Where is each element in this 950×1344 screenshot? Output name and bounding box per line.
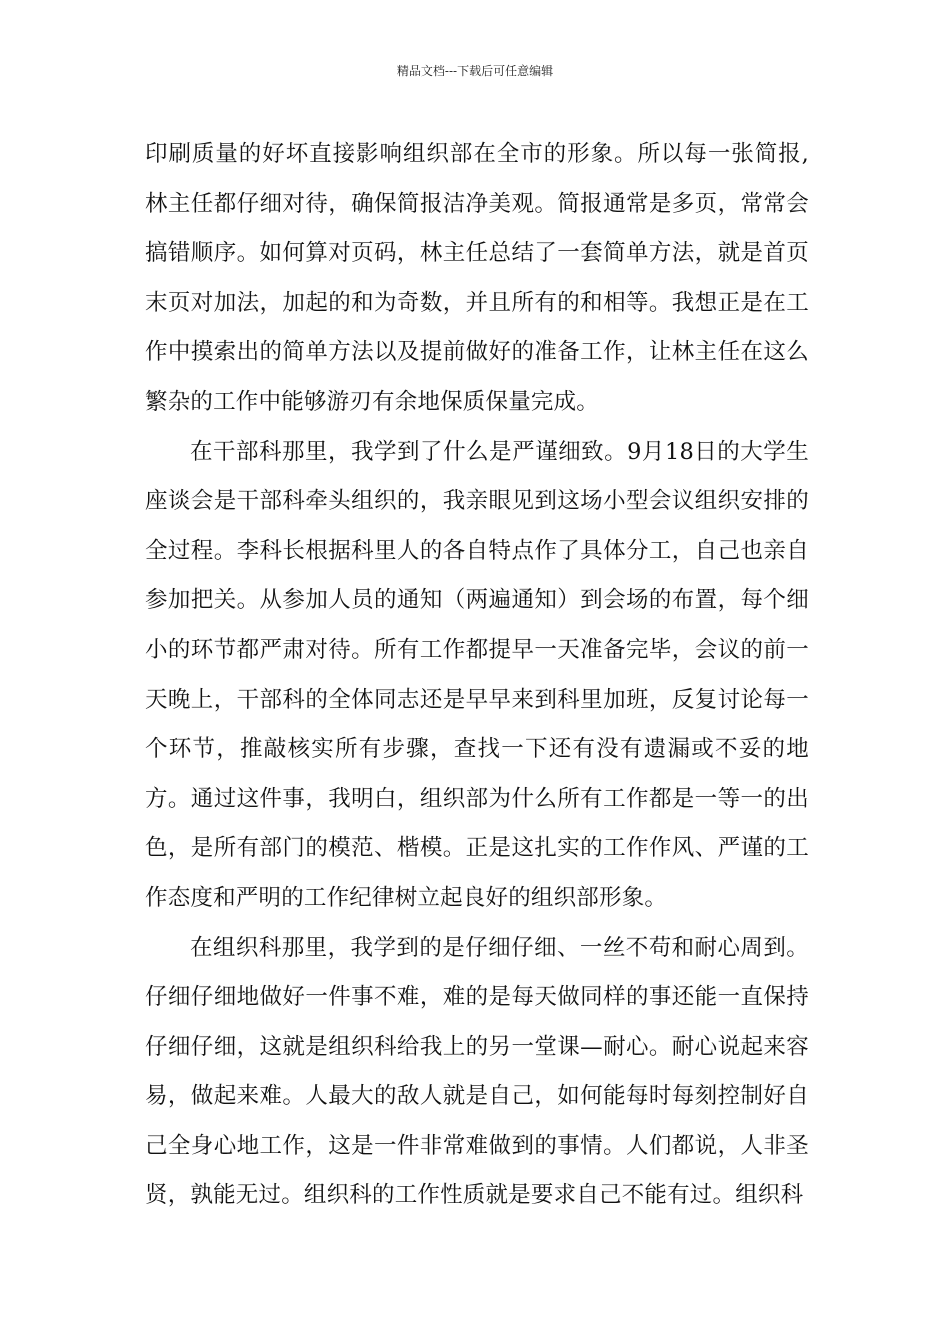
paragraph-2: 在干部科那里，我学到了什么是严谨细致。9月18日的大学生座谈会是干部科牵头组织的，我亲眼见到这场小型会议组织安排的全过程。李科长根据科里人的各自特点作了具体分工，自己也亲自参加把关。从参加人员的通知（两遍通知）到会场的布置，每个细小的环节都严肃对待。所有工作都提早一天准备完毕，会议的前一天晚上，干部科的全体同志还是早早来到科里加班，反复讨论每一个环节，推敲核实所有步骤，查找一下还有没有遗漏或不妥的地方。通过这件事，我明白，组织部为什么所有工作都是一等一的出色，是所有部门的模范、楷模。正是这扎实的工作作风、严谨的工作态度和严明的工作纪律树立起良好的组织部形象。 [145,438,809,911]
document-body [145,130,809,1221]
paragraph-3: 在组织科那里，我学到的是仔细仔细、一丝不苟和耐心周到。仔细仔细地做好一件事不难，难的是每天做同样的事还能一直保持仔细仔细，这就是组织科给我上的另一堂课—耐心。耐心说起来容易，做起来难。人最大的敌人就是自己，如何能每时每刻控制好自己全身心地工作，这是一件非常难做到的事情。人们都说，人非圣贤，孰能无过。组织科的工作性质就是要求自己不能有过。组织科 [145,934,809,1209]
paragraph-1: 印刷质量的好坏直接影响组织部在全市的形象。所以每一张简报,林主任都仔细对待，确保简报洁净美观。简报通常是多页，常常会搞错顺序。如何算对页码，林主任总结了一套简单方法，就是首页末页对加法，加起的和为奇数，并且所有的和相等。我想正是在工作中摸索出的简单方法以及提前做好的准备工作，让林主任在这么繁杂的工作中能够游刃有余地保质保量完成。 [145,141,809,415]
page-header: 精品文档---下载后可任意编辑 [396,64,554,78]
